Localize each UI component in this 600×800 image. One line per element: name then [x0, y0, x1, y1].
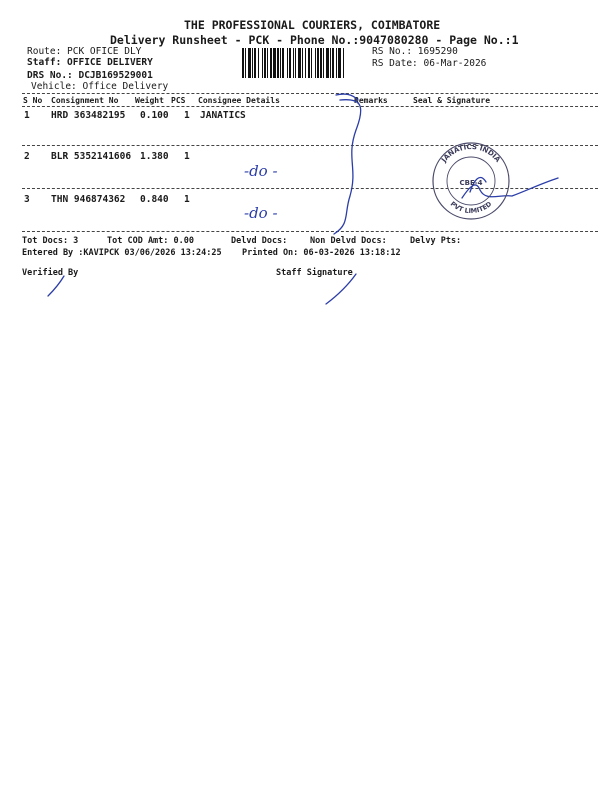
- barcode-bar: [270, 48, 272, 78]
- vehicle-text: Vehicle: Office Delivery: [31, 81, 169, 92]
- barcode-bar: [326, 48, 329, 78]
- non-delivered-docs: Non Delvd Docs:: [310, 236, 387, 246]
- rs-number: RS No.: 1695290: [372, 46, 458, 57]
- stamp-middle-text: CBE-4: [459, 179, 483, 187]
- row3-pcs: 1: [184, 194, 190, 205]
- barcode-bar: [330, 48, 331, 78]
- col-remarks: Remarks: [354, 96, 388, 105]
- delivered-docs: Delvd Docs:: [231, 236, 288, 246]
- barcode-bar: [280, 48, 281, 78]
- barcode-bar: [258, 48, 259, 78]
- barcode-bar: [298, 48, 301, 78]
- staff-signature-label: Staff Signature: [276, 268, 353, 278]
- printed-on: Printed On: 06-03-2026 13:18:12: [242, 248, 401, 258]
- row3-weight: 0.840: [140, 194, 169, 205]
- barcode-bar: [343, 48, 344, 78]
- stamp-top-text: JANATICS INDIA: [440, 142, 502, 164]
- barcode: [242, 48, 368, 78]
- barcode-bar: [317, 48, 319, 78]
- row2-sno: 2: [24, 151, 30, 162]
- stamp-bottom-text: PVT LIMITED: [448, 199, 494, 216]
- barcode-bar: [338, 48, 341, 78]
- total-cod-amount: Tot COD Amt: 0.00: [107, 236, 194, 246]
- barcode-bar: [305, 48, 306, 78]
- row1-pcs: 1: [184, 110, 190, 121]
- entered-by: Entered By :KAVIPCK 03/06/2026 13:24:25: [22, 248, 222, 258]
- barcode-bar: [320, 48, 322, 78]
- row1-consignment: HRD 363482195: [51, 110, 126, 121]
- row3-sno: 3: [24, 194, 30, 205]
- total-docs: Tot Docs: 3: [22, 236, 79, 246]
- row2-consignment: BLR 5352141606: [51, 151, 132, 162]
- route-text: Route: PCK OFICE DLY: [27, 46, 142, 57]
- barcode-bar: [277, 48, 279, 78]
- barcode-bar: [289, 48, 291, 78]
- delivery-points: Delvy Pts:: [410, 236, 462, 246]
- col-weight: Weight: [135, 96, 164, 105]
- barcode-bar: [287, 48, 288, 78]
- barcode-bar: [267, 48, 268, 78]
- barcode-bar: [323, 48, 324, 78]
- rs-date: RS Date: 06-Mar-2026: [372, 58, 487, 69]
- barcode-bar: [248, 48, 251, 78]
- barcode-bar: [293, 48, 294, 78]
- barcode-bar: [273, 48, 276, 78]
- remarks-bracket-stroke: [334, 100, 361, 234]
- col-consignee: Consignee Details: [198, 96, 280, 105]
- company-stamp: [430, 140, 512, 222]
- barcode-bar: [262, 48, 263, 78]
- barcode-bar: [252, 48, 253, 78]
- verified-by-label: Verified By: [22, 268, 79, 278]
- barcode-bar: [336, 48, 337, 78]
- barcode-bar: [242, 48, 244, 78]
- company-title: THE PROFESSIONAL COURIERS, COIMBATORE: [184, 18, 441, 32]
- runsheet-subtitle: Delivery Runsheet - PCK - Phone No.:9047080280 - Page No.:1: [110, 33, 519, 47]
- barcode-bar: [332, 48, 334, 78]
- header-bottom-rule: [22, 106, 598, 107]
- drs-number: DRS No.: DCJB169529001: [27, 70, 153, 81]
- barcode-bar: [315, 48, 316, 78]
- col-pcs: PCS: [171, 96, 186, 105]
- row3-ditto-text: -do -: [244, 204, 278, 222]
- barcode-bar: [311, 48, 312, 78]
- barcode-bar: [302, 48, 303, 78]
- col-seal: Seal & Signature: [413, 96, 491, 105]
- barcode-bar: [245, 48, 246, 78]
- row2-weight: 1.380: [140, 151, 169, 162]
- verified-signature-stroke: [48, 276, 64, 296]
- staff-signature-stroke: [326, 274, 356, 304]
- row2-pcs: 1: [184, 151, 190, 162]
- row2-ditto-text: -do -: [244, 162, 278, 180]
- header-top-rule: [22, 93, 598, 94]
- barcode-bar: [254, 48, 256, 78]
- row1-consignee: JANATICS: [200, 110, 246, 121]
- barcode-bar: [308, 48, 310, 78]
- row3-consignment: THN 946874362: [51, 194, 126, 205]
- row1-sno: 1: [24, 110, 30, 121]
- barcode-bar: [295, 48, 296, 78]
- row3-divider: [22, 231, 598, 232]
- col-consignment: Consignment No: [51, 96, 119, 105]
- barcode-bar: [282, 48, 284, 78]
- barcode-bar: [264, 48, 266, 78]
- staff-text: Staff: OFFICE DELIVERY: [27, 57, 153, 68]
- row1-weight: 0.100: [140, 110, 169, 121]
- col-sno: S No: [23, 96, 43, 105]
